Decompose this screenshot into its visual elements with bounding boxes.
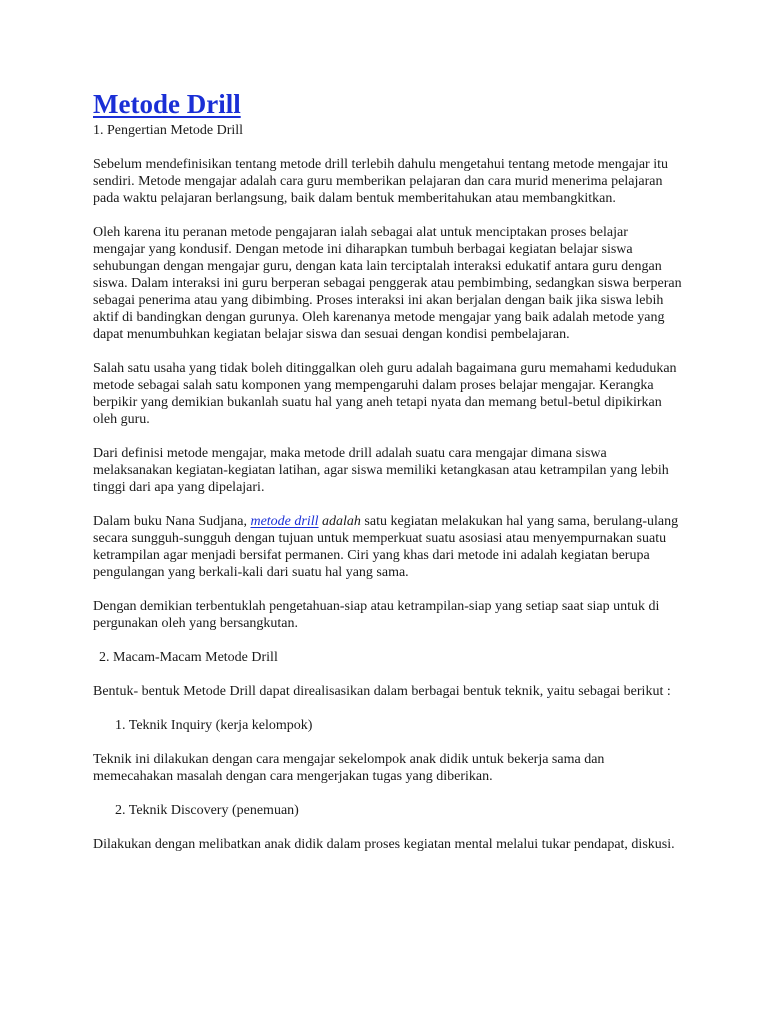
- paragraph-1: Sebelum mendefinisikan tentang metode drill terlebih dahulu mengetahui tentang metode mengajar itu sendiri. Metode mengajar adalah cara guru memberikan pelajaran dan cara murid menerima pelajaran pada waktu pelajaran berlangsung, baik dalam bentuk memberitahukan atau membangkitkan.: [93, 157, 668, 206]
- sudjana-text-after: satu kegiatan melakukan hal yang sama, berulang-ulang secara sungguh-sungguh dengan tujuan untuk memperkuat suatu asosiasi atau menyempurnakan suatu ketrampilan agar menjadi bersifat permanen. Ciri yang khas dari metode ini adalah kegiatan berupa pengulangan yang berkali-kali dari suatu hal yang sama.: [93, 514, 679, 580]
- metode-drill-link[interactable]: metode drill: [250, 514, 319, 529]
- section-2-intro: Bentuk- bentuk Metode Drill dapat direalisasikan dalam berbagai bentuk teknik, yaitu sebagai berikut :: [93, 684, 671, 699]
- paragraph-2: Oleh karena itu peranan metode pengajaran ialah sebagai alat untuk menciptakan proses belajar mengajar yang kondusif. Dengan metode ini diharapkan tumbuh berbagai kegiatan belajar siswa sehubungan dengan mengajar guru, dengan kata lain terciptalah interaksi edukatif antara guru dengan siswa. Dalam interaksi ini guru berperan sebagai penggerak atau pembimbing, sedangkan siswa berperan sebagai penerima atau yang dibimbing. Proses interaksi ini akan berjalan dengan baik jika siswa lebih aktif di bandingkan dengan gurunya. Oleh karenanya metode mengajar yang baik adalah metode yang dapat menumbuhkan kegiatan belajar siswa dan sesuai dengan kondisi pembelajaran.: [93, 225, 682, 342]
- paragraph-4: Dari definisi metode mengajar, maka metode drill adalah suatu cara mengajar dimana siswa melaksanakan kegiatan-kegiatan latihan, agar siswa memiliki ketangkasan atau ketrampilan yang lebih tinggi dari apa yang dipelajari.: [93, 446, 669, 495]
- sudjana-text-before: Dalam buku Nana Sudjana,: [93, 514, 251, 529]
- technique-1-description: Teknik ini dilakukan dengan cara mengajar sekelompok anak didik untuk bekerja sama dan memecahakan masalah dengan cara mengerjakan tugas yang diberikan.: [93, 752, 605, 784]
- technique-2-description: Dilakukan dengan melibatkan anak didik dalam proses kegiatan mental melalui tukar pendapat, diskusi.: [93, 837, 675, 852]
- document-title: Metode Drill: [93, 89, 241, 119]
- technique-2-heading: 2. Teknik Discovery (penemuan): [115, 803, 299, 818]
- paragraph-sudjana: [93, 513, 683, 581]
- document-page: [93, 86, 683, 853]
- section-1-heading: 1. Pengertian Metode Drill: [93, 123, 244, 138]
- technique-1-heading: 1. Teknik Inquiry (kerja kelompok): [115, 718, 313, 733]
- sudjana-italic-word: adalah: [318, 514, 361, 529]
- section-2-heading: 2. Macam-Macam Metode Drill: [99, 650, 278, 665]
- paragraph-3: Salah satu usaha yang tidak boleh ditinggalkan oleh guru adalah bagaimana guru memahami kedudukan metode sebagai salah satu komponen yang mempengaruhi dalam proses belajar mengajar. Kerangka berpikir yang demikian bukanlah suatu hal yang aneh tetapi nyata dan memang betul-betul dipikirkan oleh guru.: [93, 361, 677, 427]
- paragraph-ready-skill: Dengan demikian terbentuklah pengetahuan-siap atau ketrampilan-siap yang setiap saat siap untuk di pergunakan oleh yang bersangkutan.: [93, 599, 660, 631]
